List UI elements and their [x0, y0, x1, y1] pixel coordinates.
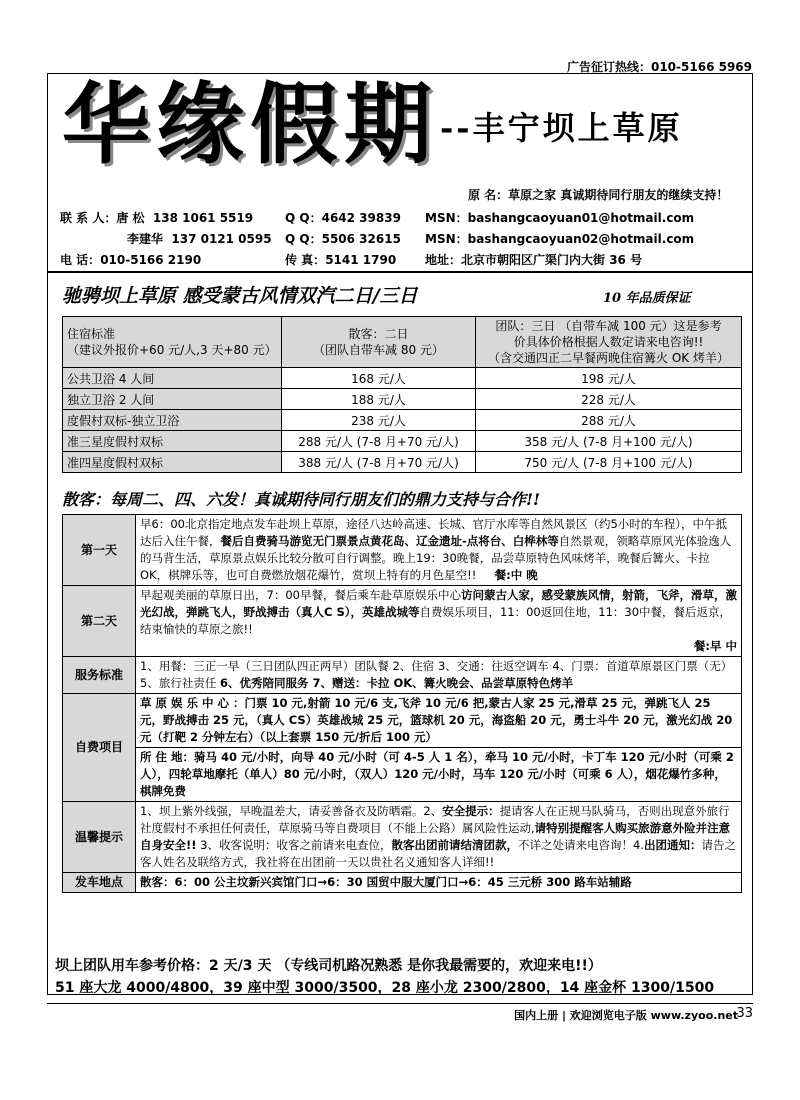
day2-meals: 餐:早 中	[693, 639, 737, 653]
tel-label: 电 话：	[60, 253, 101, 267]
departure-points: 散客：6：00 公主坟新兴宾馆门口→6：30 国贸中服大厦门口→6：45 三元桥 300 路车站辅路	[136, 873, 742, 893]
quality-guarantee: 10 年品质保证	[603, 291, 691, 306]
price-three-day: 288 元/人	[476, 410, 742, 431]
fax-number: 5141 1790	[325, 253, 397, 267]
itinerary-row-day2	[63, 586, 742, 657]
tel-row	[60, 251, 201, 268]
service-label: 服务标准	[63, 657, 136, 694]
self-pay-entertainment: 草 原 娱 乐 中 心 ：门票 10 元,射箭 10 元/6 支,飞斧 10 元/6 把,蒙古人家 25 元,滑草 25 元，弹跳飞人 25 元，野战搏击 25 元，（真人 CS）英雄战城 25 元，篮球机 20 元，海盗船 20 元，勇士斗牛 20 元，激光幻战 20 元（打靶 2 分钟左右）（以上套票 150 元/折后 100 元）	[136, 694, 742, 748]
page-footer-text: 国内上册 | 欢迎浏览电子版 www.zyoo.net	[514, 1009, 738, 1022]
page-footer-rule	[47, 1003, 753, 1004]
ad-hotline: 广告征订热线：010-5166 5969	[566, 60, 752, 74]
msn-label: MSN：	[425, 232, 468, 246]
msn-row-2	[425, 230, 694, 247]
tips-text: 1、坝上紫外线强，早晚温差大，请妥善备衣及防晒霜。2、安全提示：提请客人在正规马队骑马，否则出现意外旅行社度假村不承担任何责任，草原骑马等自费项目（不能上公路）属风险性运动,请特别提醒客人购买旅游意外险并注意自身安全!! 3、收客说明：收客之前请来电查位，散客出团前请结清团款，不详之处请来电咨询！4.出团通知：请告之客人姓名及联络方式，我社将在出团前一天以贵社名义通知客人详细!!	[136, 802, 742, 873]
msn-address-2: bashangcaoyuan02@hotmail.com	[467, 232, 695, 246]
price-table	[62, 316, 742, 473]
price-two-day: 188 元/人	[282, 389, 476, 410]
price-two-day: 388 元/人 (7-8 月+70 元/人)	[282, 452, 476, 473]
original-name: 原 名：草原之家 真诚期待同行朋友的继续支持！	[468, 188, 729, 202]
contact-label: 联 系 人：	[60, 211, 117, 225]
day1-label: 第一天	[63, 515, 136, 586]
brand-subtitle: --丰宁坝上草原	[440, 109, 683, 147]
day1-meals: 餐:中 晚	[494, 568, 538, 582]
price-two-day: 238 元/人	[282, 410, 476, 431]
header-group: 团队：三日 （自带车减 100 元）这是参考 价具体价格根据人数定请来电咨询!! （含交通四正二早餐两晚住宿篝火 OK 烤羊）	[476, 317, 742, 368]
vehicle-price-title: 坝上团队用车参考价格：2 天/3 天 （专线司机路况熟悉 是你我最需要的，欢迎来电!!）	[55, 958, 602, 974]
day2-label: 第二天	[63, 586, 136, 657]
msn-row-1	[425, 209, 694, 226]
price-three-day: 358 元/人 (7-8 月+100 元/人)	[476, 431, 742, 452]
table-row	[63, 431, 742, 452]
divider	[47, 271, 753, 273]
msn-address-1: bashangcaoyuan01@hotmail.com	[467, 211, 695, 225]
address-label: 地址：	[425, 253, 462, 267]
price-three-day: 228 元/人	[476, 389, 742, 410]
brand-title: 华缘假期	[62, 72, 439, 176]
itinerary-row-service	[63, 657, 742, 694]
room-type: 独立卫浴 2 人间	[63, 389, 282, 410]
fax-label: 传 真：	[285, 253, 326, 267]
tel-number: 010-5166 2190	[100, 253, 202, 267]
service-text: 1、用餐：三正一早（三日团队四正两早）团队餐 2、住宿 3、交通：往返空调车 4、门票：首道草原景区门票（无） 5、旅行社责任 6、优秀陪同服务 7、赠送：卡拉 OK、篝火晚会、品尝草原特色烤羊	[136, 657, 742, 694]
price-two-day: 288 元/人 (7-8 月+70 元/人)	[282, 431, 476, 452]
qq-row-1	[285, 209, 401, 226]
qq-label: Q Q：	[285, 232, 322, 246]
price-three-day: 198 元/人	[476, 368, 742, 389]
page-number: 33	[736, 1006, 753, 1021]
tips-label: 温馨提示	[63, 802, 136, 873]
departure-label: 发车地点	[63, 873, 136, 893]
itinerary-table	[62, 514, 742, 893]
header-accommodation: 住宿标准 （建议外报价+60 元/人,3 天+80 元）	[63, 317, 282, 368]
qq-number-1: 4642 39839	[321, 211, 401, 225]
msn-label: MSN：	[425, 211, 468, 225]
price-two-day: 168 元/人	[282, 368, 476, 389]
contact-person-1: 唐 松	[116, 211, 145, 225]
table-row	[63, 410, 742, 431]
itinerary-row-self-pay-1	[63, 694, 742, 748]
fax-row	[285, 251, 396, 268]
contact-row-2	[127, 230, 272, 247]
vehicle-price-list: 51 座大龙 4000/4800，39 座中型 3000/3500，28 座小龙 2300/2800，14 座金杯 1300/1500	[55, 980, 715, 996]
address-text: 北京市朝阳区广渠门内大街 36 号	[461, 253, 643, 267]
self-pay-lodging: 所 住 地：骑马 40 元/小时，向导 40 元/小时（可 4-5 人 1 名），牵马 10 元/小时，卡丁车 120 元/小时（可乘 2 人），四轮草地摩托（单人）80 元/小时，（双人）120 元/小时，马车 120 元/小时（可乘 6 人），烟花爆竹多种，棋牌免费	[136, 748, 742, 802]
contact-person-2: 李建华	[127, 232, 164, 246]
table-row	[63, 368, 742, 389]
contact-phone-1: 138 1061 5519	[152, 211, 254, 225]
departure-notice: 散客：每周二、四、六发！真诚期待同行朋友们的鼎力支持与合作!!	[62, 490, 541, 509]
qq-number-2: 5506 32615	[321, 232, 401, 246]
itinerary-row-departure	[63, 873, 742, 893]
room-type: 度假村双标-独立卫浴	[63, 410, 282, 431]
room-type: 准三星度假村双标	[63, 431, 282, 452]
contact-phone-2: 137 0121 0595	[171, 232, 272, 246]
table-row	[63, 389, 742, 410]
qq-row-2	[285, 230, 401, 247]
contact-row-1	[60, 209, 253, 226]
self-pay-label: 自费项目	[63, 694, 136, 802]
price-table-header	[63, 317, 742, 368]
room-type: 准四星度假村双标	[63, 452, 282, 473]
itinerary-row-day1	[63, 515, 742, 586]
slogan: 驰骋坝上草原 感受蒙古风情双汽二日/三日	[62, 285, 418, 307]
room-type: 公共卫浴 4 人间	[63, 368, 282, 389]
day2-text: 早起观美丽的草原日出，7：00早餐，餐后乘车赴草原娱乐中心访问蒙古人家，感受蒙族风情，射箭，飞斧，滑草，激光幻战，弹跳飞人，野战搏击（真人C S），英雄战城等自费娱乐项目，11：00返回住地，11：30中餐，餐后返京，结束愉快的草原之旅!! 餐:早 中	[136, 586, 742, 657]
day1-text: 早6：00北京指定地点发车赴坝上草原，途径八达岭高速、长城、官厅水库等自然风景区（约5小时的车程），中午抵达后入住午餐，餐后自费骑马游览无门票景点黄花岛、辽金遗址-点将台、白桦林等自然景观，领略草原风光体验逸人的马背生活，草原景点娱乐比较分散可自行调整。晚上19：30晚餐，品尝草原特色风味烤羊，晚餐后篝火、卡拉OK，棋牌乐等，也可自费燃放烟花爆竹，赏坝上特有的月色星空!! 餐:中 晚	[136, 515, 742, 586]
itinerary-row-tips	[63, 802, 742, 873]
table-row	[63, 452, 742, 473]
qq-label: Q Q：	[285, 211, 322, 225]
address-row	[425, 251, 642, 268]
header-individual: 散客：二日 （团队自带车减 80 元）	[282, 317, 476, 368]
itinerary-row-self-pay-2	[63, 748, 742, 802]
price-three-day: 750 元/人 (7-8 月+100 元/人)	[476, 452, 742, 473]
